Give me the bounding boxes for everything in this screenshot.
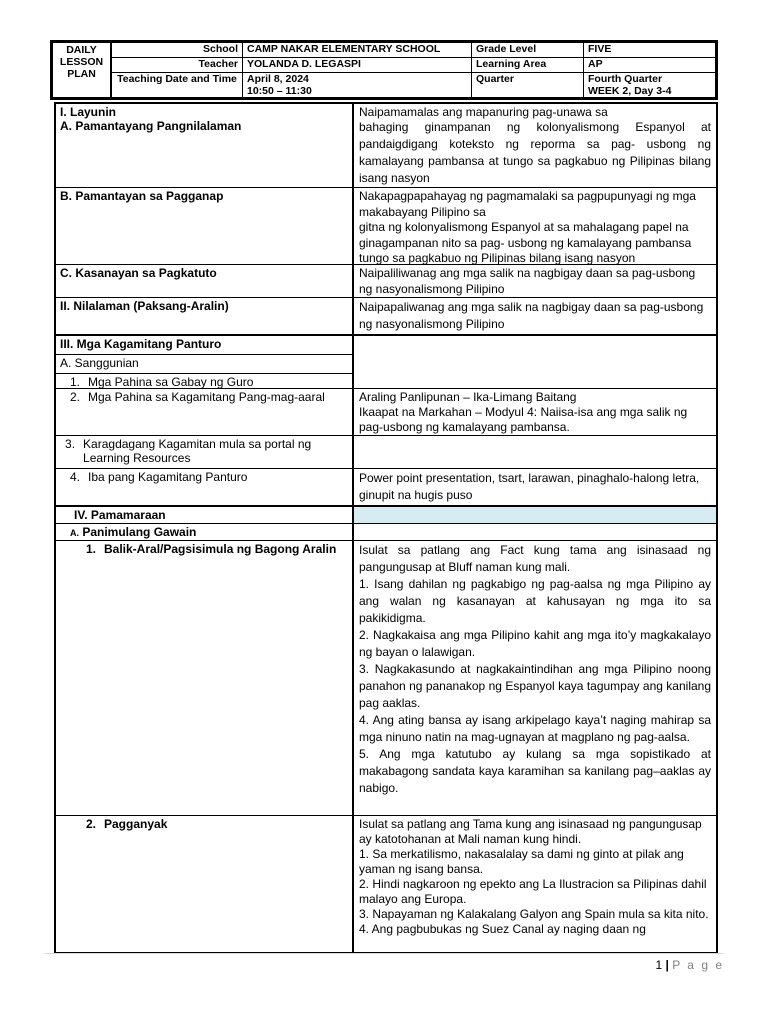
- grade-level-label: Grade Level: [472, 42, 584, 58]
- row-item-3: 3. Karagdagang Kagamitan mula sa portal ng Learning Resources: [56, 435, 716, 468]
- pagganyak-title: Pagganyak: [104, 817, 168, 831]
- page-footer: [44, 953, 724, 972]
- lesson-plan-table: [54, 102, 718, 954]
- school-value: CAMP NAKAR ELEMENTARY SCHOOL: [243, 42, 472, 58]
- row-kasanayan: [56, 264, 716, 297]
- teacher-value: YOLANDA D. LEGASPI: [243, 58, 472, 73]
- daily-lesson-plan-label: DAILY LESSON PLAN: [52, 42, 112, 99]
- page-separator: |: [665, 958, 669, 972]
- section-iv-title: IV. Pamamaraan: [56, 507, 354, 523]
- item-2-title: Mga Pahina sa Kagamitang Pang-mag-aaral: [88, 390, 325, 404]
- a-first-line: Naipamamalas ang mapanuring pag-unawa sa: [359, 105, 608, 119]
- item-4-title: Iba pang Kagamitang Panturo: [88, 470, 248, 484]
- ii-body: Naipapaliwanag ang mga salik na nagbigay daan sa pag-usbong ng nasyonalismong Pilipino: [359, 300, 704, 331]
- section-layunin: I. Layunin: [60, 105, 117, 119]
- item-2-body: Araling Panlipunan – Ika-Limang Baitang Ikaapat na Markahan – Modyul 4: Naiisa-isa ang mga salik ng pag-usbong ng kamalayang pambansa.: [359, 390, 688, 434]
- a-body: bahaging ginampanan ng kolonyalismong Espanyol at pandaigdigang koteksto ng reporma sa pag- usbong ng kamalayang pambansa at tungo sa pagkabuo ng Pilipinas bilang isang nasyon: [359, 120, 711, 185]
- row-panimulang-gawain: [56, 523, 716, 540]
- section-a-title: A. Pamantayang Pangnilalaman: [60, 119, 242, 133]
- balik-aral-body: Isulat sa patlang ang Fact kung tama ang isinasaad ng pangungusap at Bluff naman kung mali. 1. Isang dahilan ng pagkabigo ng pag-aalsa ng mga Pilipino ay ang walan ng kasanayan at kahusayan ng mga ito sa pakikidigma. 2. Nagkakaisa ang mga Pilipino kahit ang mga ito’y magkakalayo ng bayan o lalawigan. 3. Nagkakasundo at nagkakaintindihan ang mga Pilipino noong panahon ng pananakop ng Espanyol kaya tagumpay ang kanilang pag aaklas. 4. Ang ating bansa ay isang arkipelago kaya’t naging mahirap sa mga ninuno natin na mag-ugnayan at magplano ng pag-aalsa. 5. Ang mga katutubo ay kulang sa mga sopistikado at makabagong sandata kaya karamihan sa kanilang pag–aaklas ay nabigo.: [359, 543, 711, 795]
- pagganyak-body: Isulat sa patlang ang Tama kung ang isinasaad ng pangungusap ay katotohanan at Mali naman kung hindi. 1. Sa merkatilismo, nakasalalay sa dami ng ginto at pilak ang yaman ng isang bansa. 2. Hindi nagkaroon ng epekto ang La Ilustracion sa Pilipinas dahil malayo ang Europa. 3. Napayaman ng Kalakalang Galyon ang Spain mula sa kita nito. 4. Ang pagbubukas ng Suez Canal ay naging daan ng: [359, 817, 709, 936]
- a2-letter: A.: [70, 528, 79, 538]
- row-item-4: 4. Iba pang Kagamitang Panturo Power point presentation, tsart, larawan, pinaghalo-halong letra, ginupit na hugis puso: [56, 468, 716, 505]
- page-label: P a g e: [672, 958, 724, 972]
- header-table: [50, 40, 718, 100]
- row-kagamitang-panturo: [56, 334, 716, 388]
- page-number: 1: [655, 958, 663, 972]
- row-item-2: 2. Mga Pahina sa Kagamitang Pang-mag-aaral Araling Panlipunan – Ika-Limang Baitang Ikaapat na Markahan – Modyul 4: Naiisa-isa ang mga salik ng pag-usbong ng kamalayang pambansa.: [56, 388, 716, 435]
- learning-area-label: Learning Area: [472, 58, 584, 73]
- row-pamantayang-pangnilalaman: [56, 104, 716, 187]
- row-balik-aral: 1. Balik-Aral/Pagsisimula ng Bagong Aralin Isulat sa patlang ang Fact kung tama ang isinasaad ng pangungusap at Bluff naman kung mali. 1. Isang dahilan ng pagkabigo ng pag-aalsa ng mga Pilipino ay ang walan ng kasanayan at kahusayan ng mga ito sa pakikidigma. 2. Nagkakaisa ang mga Pilipino kahit ang mga ito’y magkakalayo ng bayan o lalawigan. 3. Nagkakasundo at nagkakaintindihan ang mga Pilipino noong panahon ng pananakop ng Espanyol kaya tagumpay ang kanilang pag aaklas. 4. Ang ating bansa ay isang arkipelago kaya’t naging mahirap sa mga ninuno natin na mag-ugnayan at magplano ng pag-aalsa. 5. Ang mga katutubo ay kulang sa mga sopistikado at makabagong sandata kaya karamihan sa kanilang pag–aaklas ay nabigo.: [56, 540, 716, 815]
- grade-level-value: FIVE: [584, 42, 717, 58]
- row-nilalaman: [56, 297, 716, 334]
- item-1: 1. Mga Pahina sa Gabay ng Guro: [69, 375, 254, 389]
- quarter-value: Fourth Quarter WEEK 2, Day 3-4: [584, 73, 717, 99]
- pamamaraan-highlight: [354, 507, 716, 523]
- school-label: School: [111, 42, 243, 58]
- section-ii-title: II. Nilalaman (Paksang-Aralin): [56, 298, 354, 334]
- quarter-label: Quarter: [472, 73, 584, 99]
- learning-area-value: AP: [584, 58, 717, 73]
- date-label: Teaching Date and Time: [111, 73, 243, 99]
- section-a2-title: Panimulang Gawain: [82, 525, 197, 539]
- sanggunian-label: A. Sanggunian: [56, 355, 352, 374]
- row-pamantayan-pagganap: [56, 187, 716, 264]
- teacher-label: Teacher: [111, 58, 243, 73]
- b-body: Nakapagpapahayag ng pagmamalaki sa pagpupunyagi ng mga makabayang Pilipino sa gitna ng kolonyalismong Espanyol at sa mahalagang papel na ginagampanan nito sa pag- usbong ng kamalayang pambansa tungo sa pagkabuo ng Pilipinas bilang isang nasyon: [359, 189, 696, 265]
- item-3-title: Karagdagang Kagamitan mula sa portal ng Learning Resources: [83, 437, 312, 465]
- section-c-title: C. Kasanayan sa Pagkatuto: [56, 265, 354, 297]
- c-body: Naipaliliwanag ang mga salik na nagbigay daan sa pag-usbong ng nasyonalismong Pilipino: [359, 266, 696, 296]
- balik-aral-title: Balik-Aral/Pagsisimula ng Bagong Aralin: [104, 542, 337, 556]
- row-pamamaraan: [56, 505, 716, 523]
- section-iii-title: III. Mga Kagamitang Panturo: [56, 336, 352, 355]
- row-pagganyak: 2. Pagganyak Isulat sa patlang ang Tama kung ang isinasaad ng pangungusap ay katotohanan at Mali naman kung hindi. 1. Sa merkatilismo, nakasalalay sa dami ng ginto at pilak ang yaman ng isang bansa. 2. Hindi nagkaroon ng epekto ang La Ilustracion sa Pilipinas dahil malayo ang Europa. 3. Napayaman ng Kalakalang Galyon ang Spain mula sa kita nito. 4. Ang pagbubukas ng Suez Canal ay naging daan ng: [56, 815, 716, 952]
- item-4-body: Power point presentation, tsart, larawan, pinaghalo-halong letra, ginupit na hugis puso: [359, 471, 700, 502]
- lesson-plan-page: [50, 40, 718, 954]
- section-b-title: B. Pamantayan sa Pagganap: [56, 188, 354, 264]
- date-value: April 8, 2024 10:50 – 11:30: [243, 73, 472, 99]
